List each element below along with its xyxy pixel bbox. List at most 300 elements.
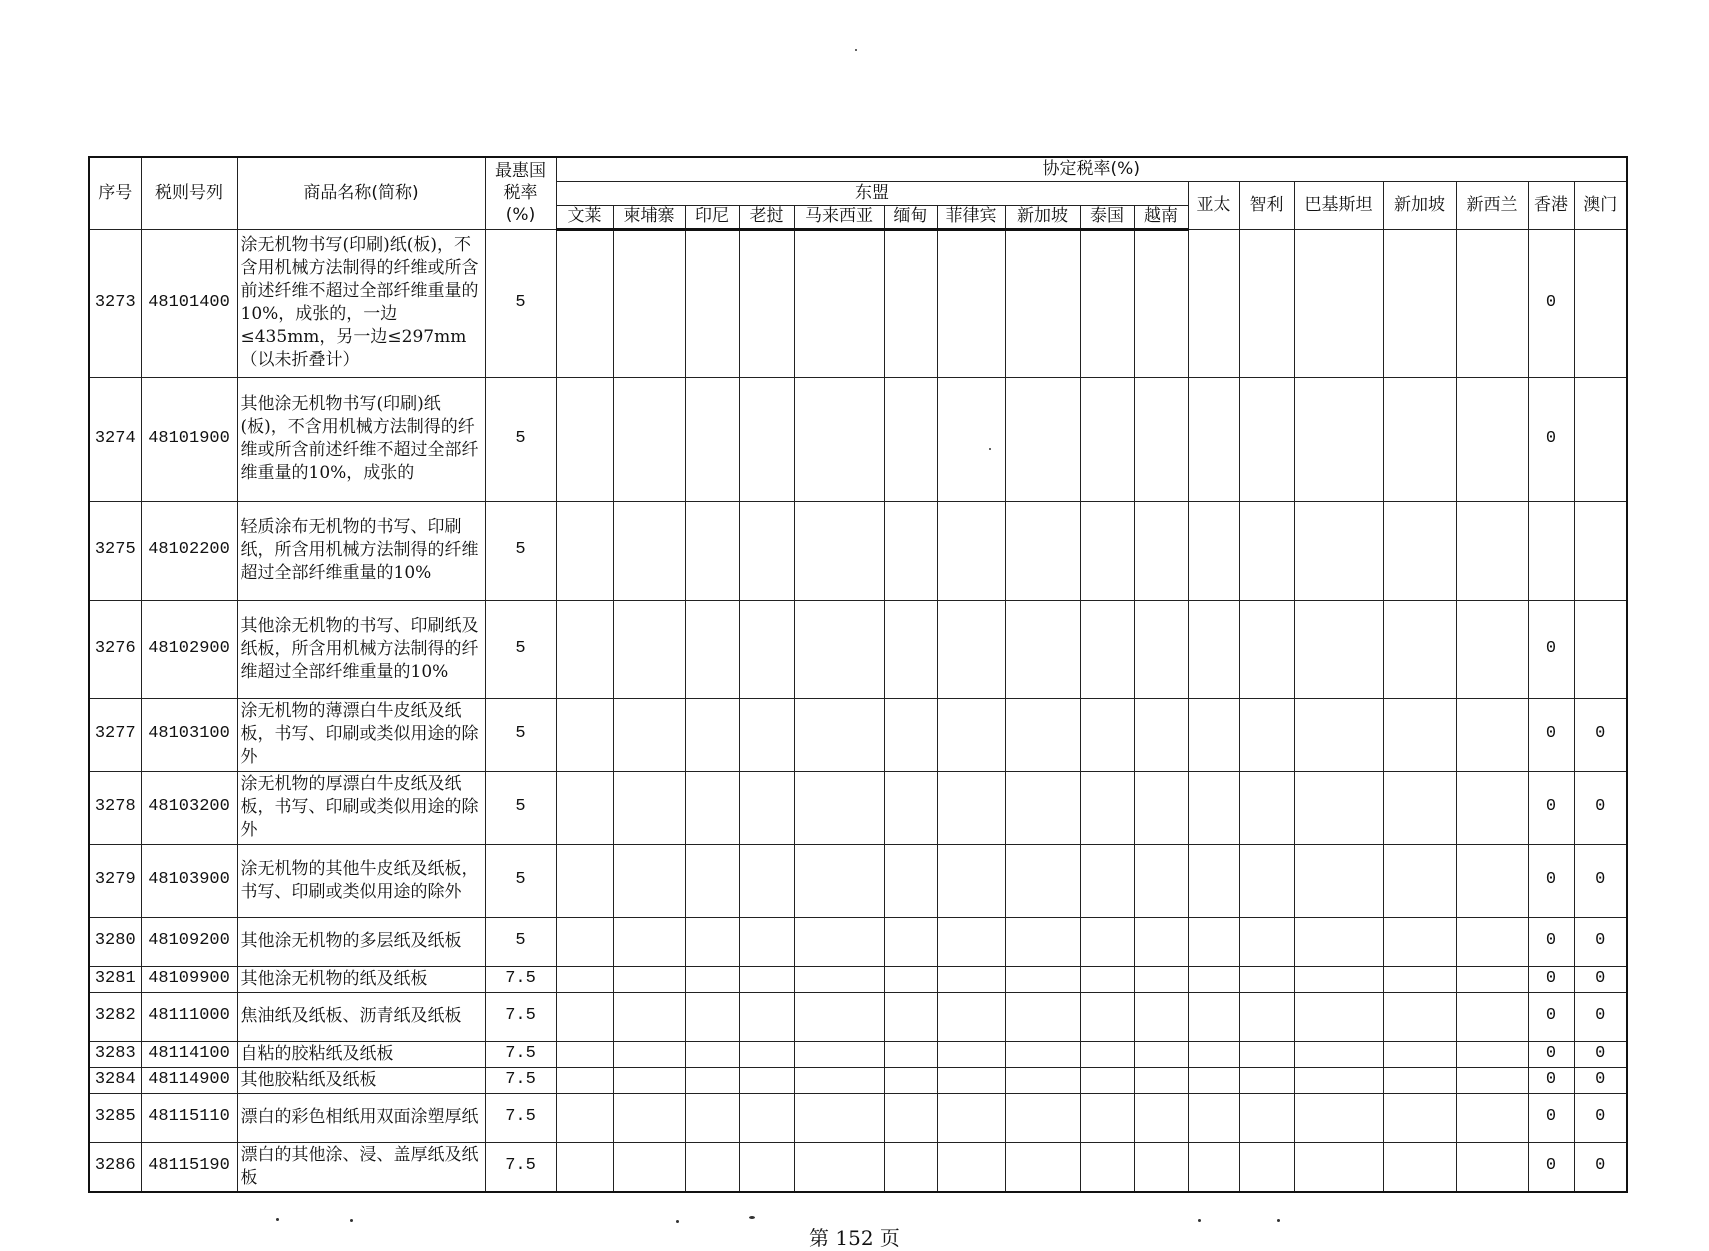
cell-rate-empty xyxy=(556,377,613,501)
cell-seq: 3284 xyxy=(89,1067,141,1093)
cell-rate-empty xyxy=(1294,917,1383,966)
cell-rate-empty xyxy=(1456,917,1528,966)
cell-seq: 3283 xyxy=(89,1041,141,1067)
cell-hk: 0 xyxy=(1528,1067,1574,1093)
table-row xyxy=(89,1067,1627,1093)
cell-rate-empty xyxy=(794,501,884,600)
scan-speck xyxy=(749,1216,755,1219)
cell-mfn: 5 xyxy=(485,917,556,966)
cell-rate-empty xyxy=(1383,1041,1456,1067)
cell-rate-empty xyxy=(556,501,613,600)
cell-rate-empty xyxy=(1239,229,1294,377)
cell-rate-empty xyxy=(1383,992,1456,1041)
cell-code: 48101900 xyxy=(141,377,237,501)
cell-seq: 3273 xyxy=(89,229,141,377)
cell-seq: 3276 xyxy=(89,600,141,698)
cell-hk: 0 xyxy=(1528,771,1574,844)
header-seq: 序号 xyxy=(89,157,141,229)
cell-rate-empty xyxy=(613,377,685,501)
cell-rate-empty xyxy=(1294,1093,1383,1142)
cell-rate-empty xyxy=(794,992,884,1041)
cell-rate-empty xyxy=(739,1093,794,1142)
cell-rate-empty xyxy=(884,698,937,771)
cell-rate-empty xyxy=(613,771,685,844)
cell-code: 48103900 xyxy=(141,844,237,917)
cell-rate-empty xyxy=(937,229,1005,377)
cell-rate-empty xyxy=(1456,600,1528,698)
cell-rate-empty xyxy=(1188,698,1239,771)
cell-rate-empty xyxy=(1383,1093,1456,1142)
cell-rate-empty xyxy=(884,844,937,917)
cell-rate-empty xyxy=(1188,501,1239,600)
cell-rate-empty xyxy=(1456,771,1528,844)
cell-rate-empty xyxy=(1134,1067,1188,1093)
cell-name: 涂无机物的厚漂白牛皮纸及纸板，书写、印刷或类似用途的除外 xyxy=(237,771,485,844)
cell-rate-empty xyxy=(937,1067,1005,1093)
table-row xyxy=(89,1041,1627,1067)
cell-mfn: 7.5 xyxy=(485,1142,556,1192)
cell-rate-empty xyxy=(685,698,739,771)
cell-rate-empty xyxy=(613,698,685,771)
cell-rate-empty xyxy=(1383,917,1456,966)
cell-rate-empty xyxy=(1188,229,1239,377)
cell-code: 48109900 xyxy=(141,966,237,992)
cell-rate-empty xyxy=(613,1093,685,1142)
cell-hk: 0 xyxy=(1528,229,1574,377)
cell-rate-empty xyxy=(1080,229,1134,377)
cell-rate-empty xyxy=(613,501,685,600)
cell-code: 48111000 xyxy=(141,992,237,1041)
cell-rate-empty xyxy=(1239,1142,1294,1192)
cell-rate-empty xyxy=(937,501,1005,600)
cell-rate-empty xyxy=(1294,698,1383,771)
header-other-4: 新西兰 xyxy=(1456,181,1528,229)
cell-rate-empty xyxy=(613,1142,685,1192)
cell-rate-empty xyxy=(884,377,937,501)
cell-rate-empty xyxy=(1294,600,1383,698)
cell-rate-empty xyxy=(884,1067,937,1093)
cell-rate-empty xyxy=(1188,1142,1239,1192)
cell-rate-empty xyxy=(1239,1067,1294,1093)
header-mfn-line-1: 最惠国 xyxy=(495,161,546,182)
cell-rate-empty xyxy=(937,377,1005,501)
cell-mfn: 7.5 xyxy=(485,1093,556,1142)
cell-rate-empty xyxy=(1134,698,1188,771)
cell-hk: 0 xyxy=(1528,1142,1574,1192)
cell-rate-empty xyxy=(613,600,685,698)
tariff-table xyxy=(88,156,1628,1193)
cell-rate-empty xyxy=(794,377,884,501)
cell-rate-empty xyxy=(1005,377,1080,501)
cell-rate-empty xyxy=(739,917,794,966)
cell-name: 涂无机物的薄漂白牛皮纸及纸板，书写、印刷或类似用途的除外 xyxy=(237,698,485,771)
cell-rate-empty xyxy=(739,698,794,771)
header-asean-4: 马来西亚 xyxy=(794,205,884,229)
cell-rate-empty xyxy=(1294,377,1383,501)
cell-mo: 0 xyxy=(1574,1067,1627,1093)
cell-rate-empty xyxy=(794,771,884,844)
cell-rate-empty xyxy=(794,229,884,377)
cell-rate-empty xyxy=(884,917,937,966)
header-other-3: 新加坡 xyxy=(1383,181,1456,229)
cell-seq: 3285 xyxy=(89,1093,141,1142)
cell-mo: 0 xyxy=(1574,966,1627,992)
header-asean-1: 柬埔寨 xyxy=(613,205,685,229)
cell-rate-empty xyxy=(1456,1093,1528,1142)
table-row xyxy=(89,501,1627,600)
cell-rate-empty xyxy=(1080,698,1134,771)
cell-rate-empty xyxy=(1239,992,1294,1041)
cell-mo: 0 xyxy=(1574,844,1627,917)
cell-rate-empty xyxy=(1383,771,1456,844)
cell-rate-empty xyxy=(794,1067,884,1093)
table-row xyxy=(89,966,1627,992)
cell-rate-empty xyxy=(1134,1041,1188,1067)
cell-code: 48115110 xyxy=(141,1093,237,1142)
cell-rate-empty xyxy=(556,844,613,917)
cell-mo: 0 xyxy=(1574,698,1627,771)
cell-rate-empty xyxy=(739,1067,794,1093)
cell-rate-empty xyxy=(937,600,1005,698)
cell-rate-empty xyxy=(556,600,613,698)
cell-rate-empty xyxy=(1456,229,1528,377)
cell-rate-empty xyxy=(739,966,794,992)
table-row xyxy=(89,844,1627,917)
header-other-0: 亚太 xyxy=(1188,181,1239,229)
cell-rate-empty xyxy=(1080,844,1134,917)
cell-rate-empty xyxy=(1456,1041,1528,1067)
cell-rate-empty xyxy=(556,917,613,966)
cell-mfn: 5 xyxy=(485,771,556,844)
cell-hk: 0 xyxy=(1528,1093,1574,1142)
cell-rate-empty xyxy=(1383,600,1456,698)
cell-rate-empty xyxy=(1239,698,1294,771)
cell-code: 48101400 xyxy=(141,229,237,377)
cell-rate-empty xyxy=(937,1142,1005,1192)
cell-rate-empty xyxy=(884,600,937,698)
cell-seq: 3275 xyxy=(89,501,141,600)
cell-mfn: 5 xyxy=(485,600,556,698)
cell-rate-empty xyxy=(1134,917,1188,966)
cell-rate-empty xyxy=(1456,844,1528,917)
cell-rate-empty xyxy=(937,844,1005,917)
cell-rate-empty xyxy=(1239,1041,1294,1067)
cell-rate-empty xyxy=(1080,771,1134,844)
cell-rate-empty xyxy=(1005,1142,1080,1192)
cell-code: 48103100 xyxy=(141,698,237,771)
cell-rate-empty xyxy=(1080,1093,1134,1142)
cell-name: 涂无机物的其他牛皮纸及纸板，书写、印刷或类似用途的除外 xyxy=(237,844,485,917)
cell-rate-empty xyxy=(1383,377,1456,501)
cell-rate-empty xyxy=(1188,966,1239,992)
cell-rate-empty xyxy=(1239,917,1294,966)
cell-rate-empty xyxy=(613,1067,685,1093)
cell-hk: 0 xyxy=(1528,1041,1574,1067)
cell-rate-empty xyxy=(685,1093,739,1142)
table-row xyxy=(89,917,1627,966)
cell-rate-empty xyxy=(1294,1142,1383,1192)
header-code: 税则号列 xyxy=(141,157,237,229)
cell-rate-empty xyxy=(685,992,739,1041)
cell-mo: 0 xyxy=(1574,992,1627,1041)
cell-hk: 0 xyxy=(1528,377,1574,501)
cell-name: 其他涂无机物的多层纸及纸板 xyxy=(237,917,485,966)
cell-rate-empty xyxy=(685,1041,739,1067)
cell-rate-empty xyxy=(685,771,739,844)
cell-mo: 0 xyxy=(1574,917,1627,966)
cell-rate-empty xyxy=(884,1093,937,1142)
cell-rate-empty xyxy=(1134,600,1188,698)
cell-rate-empty xyxy=(1005,992,1080,1041)
cell-mfn: 7.5 xyxy=(485,966,556,992)
cell-rate-empty xyxy=(1383,1067,1456,1093)
cell-mfn: 7.5 xyxy=(485,1041,556,1067)
header-asean-7: 新加坡 xyxy=(1005,205,1080,229)
cell-rate-empty xyxy=(884,501,937,600)
cell-rate-empty xyxy=(613,1041,685,1067)
cell-rate-empty xyxy=(1134,229,1188,377)
cell-hk: 0 xyxy=(1528,992,1574,1041)
cell-name: 焦油纸及纸板、沥青纸及纸板 xyxy=(237,992,485,1041)
cell-rate-empty xyxy=(1134,844,1188,917)
cell-mo xyxy=(1574,229,1627,377)
cell-rate-empty xyxy=(884,992,937,1041)
cell-rate-empty xyxy=(937,917,1005,966)
cell-rate-empty xyxy=(794,966,884,992)
cell-rate-empty xyxy=(1134,966,1188,992)
cell-hk xyxy=(1528,501,1574,600)
cell-rate-empty xyxy=(884,229,937,377)
cell-rate-empty xyxy=(685,377,739,501)
cell-rate-empty xyxy=(1134,501,1188,600)
cell-rate-empty xyxy=(1005,1067,1080,1093)
cell-rate-empty xyxy=(1239,377,1294,501)
cell-rate-empty xyxy=(1239,771,1294,844)
cell-rate-empty xyxy=(1188,1093,1239,1142)
table-row xyxy=(89,1093,1627,1142)
cell-rate-empty xyxy=(1134,1093,1188,1142)
scan-speck xyxy=(855,49,857,51)
cell-rate-empty xyxy=(1383,1142,1456,1192)
cell-rate-empty xyxy=(1134,1142,1188,1192)
cell-rate-empty xyxy=(1456,1142,1528,1192)
cell-rate-empty xyxy=(1188,1041,1239,1067)
cell-code: 48109200 xyxy=(141,917,237,966)
table-row xyxy=(89,600,1627,698)
table-row xyxy=(89,229,1627,377)
cell-rate-empty xyxy=(613,917,685,966)
cell-seq: 3282 xyxy=(89,992,141,1041)
cell-rate-empty xyxy=(1005,771,1080,844)
cell-rate-empty xyxy=(1080,501,1134,600)
table-body xyxy=(89,229,1627,1192)
page-number: 第 152 页 xyxy=(809,1226,900,1250)
cell-name: 其他涂无机物书写(印刷)纸(板)，不含用机械方法制得的纤维或所含前述纤维不超过全部纤维重量的10%，成张的 xyxy=(237,377,485,501)
cell-rate-empty xyxy=(1383,229,1456,377)
cell-rate-empty xyxy=(794,600,884,698)
cell-mfn: 5 xyxy=(485,377,556,501)
header-mfn-line-3: (%) xyxy=(505,205,536,226)
header-asean: 东盟 xyxy=(556,181,1188,205)
cell-rate-empty xyxy=(1188,1067,1239,1093)
cell-rate-empty xyxy=(884,1041,937,1067)
cell-rate-empty xyxy=(1239,844,1294,917)
cell-hk: 0 xyxy=(1528,844,1574,917)
cell-rate-empty xyxy=(685,1142,739,1192)
header-asean-2: 印尼 xyxy=(685,205,739,229)
cell-rate-empty xyxy=(1294,844,1383,917)
cell-rate-empty xyxy=(937,771,1005,844)
cell-mfn: 5 xyxy=(485,698,556,771)
cell-rate-empty xyxy=(1005,966,1080,992)
cell-rate-empty xyxy=(685,501,739,600)
cell-rate-empty xyxy=(1188,600,1239,698)
cell-hk: 0 xyxy=(1528,917,1574,966)
cell-hk: 0 xyxy=(1528,966,1574,992)
cell-rate-empty xyxy=(1005,229,1080,377)
cell-rate-empty xyxy=(739,992,794,1041)
cell-rate-empty xyxy=(1239,600,1294,698)
cell-mo: 0 xyxy=(1574,1142,1627,1192)
cell-rate-empty xyxy=(794,844,884,917)
cell-rate-empty xyxy=(739,1142,794,1192)
cell-rate-empty xyxy=(1294,992,1383,1041)
header-asean-6: 菲律宾 xyxy=(937,205,1005,229)
table-row xyxy=(89,1142,1627,1192)
cell-rate-empty xyxy=(739,377,794,501)
cell-rate-empty xyxy=(1080,992,1134,1041)
cell-rate-empty xyxy=(1383,698,1456,771)
cell-rate-empty xyxy=(1239,1093,1294,1142)
cell-rate-empty xyxy=(685,917,739,966)
cell-name: 其他胶粘纸及纸板 xyxy=(237,1067,485,1093)
cell-rate-empty xyxy=(937,992,1005,1041)
cell-rate-empty xyxy=(685,844,739,917)
cell-rate-empty xyxy=(685,229,739,377)
cell-rate-empty xyxy=(739,229,794,377)
cell-rate-empty xyxy=(1080,600,1134,698)
cell-seq: 3279 xyxy=(89,844,141,917)
cell-rate-empty xyxy=(1188,844,1239,917)
cell-rate-empty xyxy=(1456,377,1528,501)
cell-rate-empty xyxy=(556,1041,613,1067)
cell-code: 48102200 xyxy=(141,501,237,600)
cell-rate-empty xyxy=(794,698,884,771)
cell-rate-empty xyxy=(1383,501,1456,600)
cell-name: 自粘的胶粘纸及纸板 xyxy=(237,1041,485,1067)
cell-mfn: 5 xyxy=(485,501,556,600)
header-agreement: 协定税率(%) xyxy=(556,157,1627,181)
cell-mo xyxy=(1574,600,1627,698)
cell-rate-empty xyxy=(613,992,685,1041)
header-other-5: 香港 xyxy=(1528,181,1574,229)
cell-rate-empty xyxy=(685,1067,739,1093)
cell-rate-empty xyxy=(1080,1142,1134,1192)
cell-rate-empty xyxy=(556,1093,613,1142)
cell-code: 48103200 xyxy=(141,771,237,844)
cell-rate-empty xyxy=(1134,992,1188,1041)
cell-rate-empty xyxy=(1080,377,1134,501)
cell-rate-empty xyxy=(937,1093,1005,1142)
cell-rate-empty xyxy=(1456,992,1528,1041)
cell-mfn: 7.5 xyxy=(485,1067,556,1093)
cell-rate-empty xyxy=(1188,917,1239,966)
table-row xyxy=(89,992,1627,1041)
cell-rate-empty xyxy=(1294,771,1383,844)
cell-rate-empty xyxy=(884,966,937,992)
cell-rate-empty xyxy=(1005,600,1080,698)
cell-rate-empty xyxy=(556,698,613,771)
cell-mo xyxy=(1574,377,1627,501)
cell-rate-empty xyxy=(1005,917,1080,966)
header-mfn-line-2: 税率 xyxy=(503,183,538,204)
cell-rate-empty xyxy=(937,966,1005,992)
cell-rate-empty xyxy=(1239,501,1294,600)
cell-code: 48114900 xyxy=(141,1067,237,1093)
cell-rate-empty xyxy=(794,917,884,966)
cell-rate-empty xyxy=(1456,966,1528,992)
cell-rate-empty xyxy=(794,1041,884,1067)
cell-rate-empty xyxy=(1080,1041,1134,1067)
table-row xyxy=(89,698,1627,771)
header-other-1: 智利 xyxy=(1239,181,1294,229)
cell-rate-empty xyxy=(1383,966,1456,992)
cell-rate-empty xyxy=(685,600,739,698)
cell-code: 48114100 xyxy=(141,1041,237,1067)
cell-hk: 0 xyxy=(1528,698,1574,771)
cell-rate-empty xyxy=(739,771,794,844)
cell-rate-empty xyxy=(1005,501,1080,600)
cell-rate-empty xyxy=(739,501,794,600)
cell-mo: 0 xyxy=(1574,771,1627,844)
header-other-6: 澳门 xyxy=(1574,181,1627,229)
cell-rate-empty xyxy=(1294,501,1383,600)
cell-rate-empty xyxy=(794,1093,884,1142)
cell-mo: 0 xyxy=(1574,1093,1627,1142)
cell-rate-empty xyxy=(1456,698,1528,771)
cell-rate-empty xyxy=(556,992,613,1041)
cell-rate-empty xyxy=(937,1041,1005,1067)
cell-rate-empty xyxy=(556,1142,613,1192)
cell-rate-empty xyxy=(1294,1067,1383,1093)
cell-mo xyxy=(1574,501,1627,600)
cell-rate-empty xyxy=(1188,771,1239,844)
cell-code: 48115190 xyxy=(141,1142,237,1192)
cell-rate-empty xyxy=(1239,966,1294,992)
cell-rate-empty xyxy=(1080,966,1134,992)
cell-name: 涂无机物书写(印刷)纸(板)，不含用机械方法制得的纤维或所含前述纤维不超过全部纤维重量的10%，成张的，一边≤435mm，另一边≤297mm（以未折叠计） xyxy=(237,229,485,377)
cell-rate-empty xyxy=(1134,377,1188,501)
cell-rate-empty xyxy=(685,966,739,992)
cell-rate-empty xyxy=(739,1041,794,1067)
cell-seq: 3278 xyxy=(89,771,141,844)
cell-rate-empty xyxy=(556,229,613,377)
cell-mfn: 5 xyxy=(485,844,556,917)
cell-rate-empty xyxy=(1294,966,1383,992)
cell-rate-empty xyxy=(1188,992,1239,1041)
cell-rate-empty xyxy=(1005,1093,1080,1142)
cell-rate-empty xyxy=(613,966,685,992)
cell-rate-empty xyxy=(1294,229,1383,377)
cell-rate-empty xyxy=(1134,771,1188,844)
cell-rate-empty xyxy=(556,771,613,844)
cell-name: 其他涂无机物的纸及纸板 xyxy=(237,966,485,992)
cell-rate-empty xyxy=(1080,1067,1134,1093)
cell-seq: 3286 xyxy=(89,1142,141,1192)
cell-rate-empty xyxy=(739,600,794,698)
cell-seq: 3277 xyxy=(89,698,141,771)
table-row xyxy=(89,377,1627,501)
